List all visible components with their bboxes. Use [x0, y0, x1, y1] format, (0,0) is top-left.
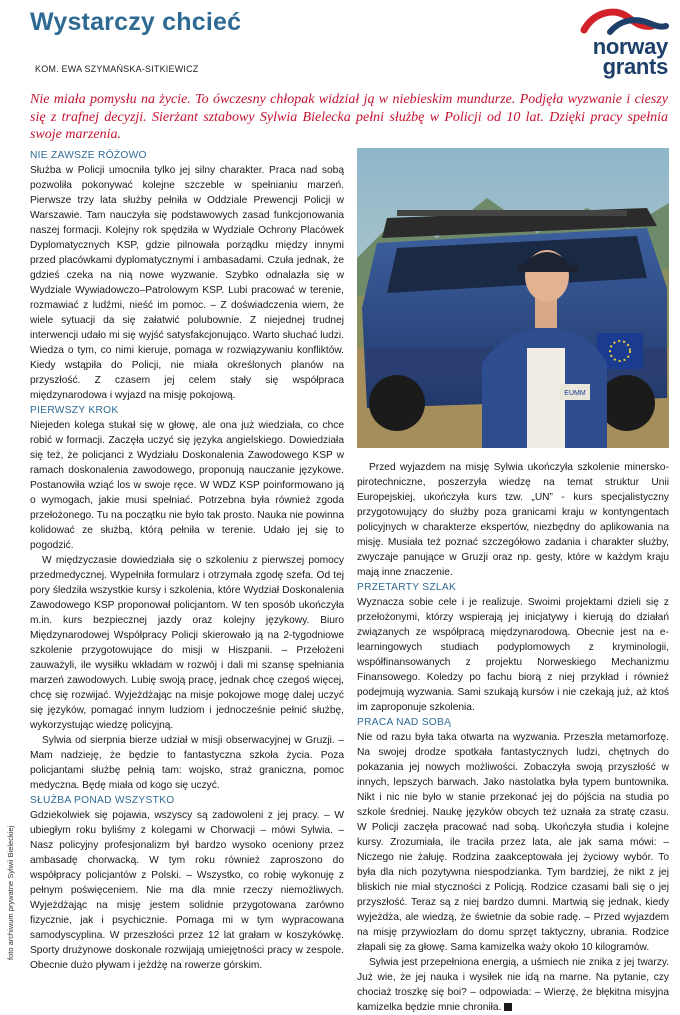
paragraph: Nie od razu była taka otwarta na wyzwania. Przeszła metamorfozę. Na swojej drodze spotkała fantastycznych ludzi, chętnych do pokazania jej nowych możliwości. Zobaczyła swoją przyszłość w innych, lepszych barwach. Jako nastolatka była typem buntownika. Nikt i nic nie było w stanie przekonać jej do pójścia na studia po szkole średniej. Naukę języków obcych też uznała za stratę czasu. W Policji zaczęła pracować nad sobą. Ukończyła studia i kolejne kursy. Zrozumiała, ile traciła przez lata, ale jak sama mówi: – Niczego nie żałuję. Rodzina zaakceptowała jej życiowy wybór. To była dla nich pozytywna niespodzianka. Tym bardziej, że nikt z jej bliskich nie miał styczności z Policją. Rodzice czasami bali się o jej przyszłość. Teraz są z niej bardzo dumni. Martwią się jednak, kiedy wyjeżdża, ale wiedzą, że świetnie da sobie radę. – Przed wyjazdem na misję przywiozłam do domu sprzęt taktyczny, ubrania. Rodzice złapali się za głowę. Sama kamizelka waży około 10 kilogramów. — [357, 732, 669, 953]
end-of-article-mark — [504, 1003, 512, 1011]
author-byline: KOM. EWA SZYMAŃSKA-SITKIEWICZ — [35, 64, 199, 74]
paragraph: Przed wyjazdem na misję Sylwia ukończyła szkolenie minersko-pirotechniczne, poszerzyła wiedzę na temat struktur Unii Europejskiej, ukończyła kurs tzw. „UN” - kurs specjalistyczny przygotowujący do służby poza granicami kraju w kontyngentach policyjnych w charakterze ekspertów, niezbędny do aplikowania na misję. Musiała też poznać szczegółowo zadania i charakter służby, zwyczaje panujące w Gruzji oraz np. gesty, które w każdym kraju mają inne znaczenie. — [357, 462, 669, 578]
right-column — [357, 460, 669, 1015]
subheading: PIERWSZY KROK — [30, 405, 119, 416]
left-column — [30, 148, 344, 973]
norway-grants-logo — [568, 6, 670, 82]
subheading: SŁUŻBA PONAD WSZYSTKO — [30, 795, 175, 806]
subheading: PRACA NAD SOBĄ — [357, 717, 452, 728]
paragraph — [357, 955, 669, 1015]
paragraph: Sylwia od sierpnia bierze udział w misji obserwacyjnej w Gruzji. – Mam nadzieję, że będzie to fantastyczna szkoła życia. Poza policjantami służbę pełnią tam: wojsko, straż graniczna, pomoc medyczna. Będę miała od kogo się uczyć. — [30, 735, 344, 791]
vest-patch-text: EUMM — [564, 390, 586, 397]
subheading: NIE ZAWSZE RÓŻOWO — [30, 150, 147, 161]
subheading: PRZETARTY SZLAK — [357, 582, 457, 593]
logo-text-grants: grants — [602, 54, 668, 79]
page-title: Wystarczy chcieć — [30, 8, 242, 36]
lead-paragraph: Nie miała pomysłu na życie. To ówczesny chłopak widział ją w niebieskim mundurze. Podjęła wyzwanie i cieszy się z trafnej decyzji. Sierżant sztabowy Sylwia Bielecka pełni służbę w Policji od 10 lat. Dzięki pracy spełnia swoje marzenia. — [30, 92, 668, 142]
paragraph: Gdziekolwiek się pojawia, wszyscy są zadowoleni z jej pracy. – W ubiegłym roku byliśmy z kolegami w Chorwacji – mówi Sylwia. – Nasz policyjny profesjonalizm był bardzo wysoko oceniony przez ambasadę chorwacką. W tym roku również zaproszono do współpracy policjantów z Polski. – Wszystko, co robię wykonuję z pełnym poświęceniem. Nie ma dla mnie rzeczy niemożliwych. Wyjeżdżając na misję jestem solidnie przygotowana zarówno fizycznie, jak i psychicznie. Pomaga mi w tym wypracowana samodyscyplina. W przeszłości przez 12 lat grałam w koszykówkę. Sporty drużynowe doskonale rozwijają umiejętności pracy w zespole. Obecnie dużo pływam i jeżdżę na rowerze górskim. — [30, 810, 344, 971]
photo-illustration — [357, 148, 669, 448]
logo-text-norway: norway — [592, 34, 668, 59]
paragraph: Służba w Policji umocniła tylko jej silny charakter. Praca nad sobą pozwoliła pokonywać kolejne szczeble w spełnianiu marzeń. Pierwsze trzy lata służby pełniła w Oddziale Prewencji Policji w Warszawie. Tam nauczyła się podstawowych zasad funkcjonowania naszej formacji. Kolejny rok spędziła w Wydziale Ochrony Placówek Dyplomatycznych KSP, gdzie pilnowała porządku między innymi przed placówkami dyplomatycznymi i ambasadami. Czuła jednak, że gdzieś czeka na nią nowe wyzwanie. Szybko odnalazła się w Wydziale Wywiadowczo–Patrolowym KSP. Lubi pracować w terenie, rozmawiać z ludźmi, nieść im pomoc. – Z doświadczenia wiem, że wiele sytuacji da się załatwić polubownie. Z niejednej trudnej interwencji udało mi się wyjść satysfakcjonująco. Warto słuchać ludzi. Wiedza o tym, co nimi kieruje, pomaga w rozwiązywaniu konfliktów. Kiedy wstąpiła do Policji, nie miała określonych planów na przyszłość. Z czasem jej celem stały się współpraca międzynarodowa i wyjazd na misję pokojową. — [30, 165, 344, 401]
article-photo — [357, 148, 669, 448]
paragraph: Niejeden kolega stukał się w głowę, ale ona już wiedziała, co chce robić w formacji. Zaczęła uczyć się języka angielskiego. Dowiedziała się też, że policjanci z Wydziału Doskonalenia Zawodowego KSP w ramach doskonalenia zawodowego, proponują nauczanie językowe. Postanowiła wziąć los w swoje ręce. W WDZ KSP poinformowano ją o wymogach, jakie musi spełniać. Potrzebna była również zgoda przełożonego. Tu na początku nie było tak prosto. Nauka nie powinna kolidować ze służbą, którą pełniła w terenie. Udało jej się to pogodzić. — [30, 420, 344, 551]
photo-credit: foto archiwum prywatne Sylwii Bieleckiej — [6, 825, 15, 960]
paragraph: W międzyczasie dowiedziała się o szkoleniu z pierwszej pomocy przedmedycznej. Wypełniła formularz i otrzymała zgodę szefa. Od tej pory śledziła wszystkie kursy i szkolenia, które Wydział Doskonalenia Zawodowego KSP proponował policjantom. W ten sposób ukończyła m.in. kurs bezpiecznej jazdy oraz kolejny językowy. Biuro Międzynarodowej Współpracy Policji skierowało ją na 2-tygodniowe szkolenie przygotowujące do misji w Hiszpanii. – Przełożeni zauważyli, ile wysiłku wkładam w rozwój i dali mi szansę spełniania marzeń zawodowych. Lubię swoją pracę, jednak chcę czegoś więcej, chcę się rozwijać. Wyjeżdżając na misje pokojowe mogę dalej uczyć się języków, pomagać innym ludziom i jednocześnie pełnić służbę, wykorzystując wiedzę policyjną. — [30, 555, 344, 731]
paragraph-text: Sylwia jest przepełniona energią, a uśmiech nie znika z jej twarzy. Już wie, że jej nauka i wysiłek nie idą na marne. Na pytanie, czy chociaż troszkę się boi? – odpowiada: – Wierzę, że błękitna misyjna kamizelka będzie mnie chroniła. — [357, 957, 669, 1013]
paragraph: Wyznacza sobie cele i je realizuje. Swoimi projektami dzieli się z przełożonymi, którzy wspierają jej inicjatywy i kierują do działań związanych ze współpracą międzynarodową. Obecnie jest na e-learningowych studiach podyplomowych z kryminologii, współfinansowanych z projektu Norweskiego Mechanizmu Finansowego. Koledzy po fachu biorą z niej przykład i również podejmują wyzwania. Sami szukają kursów i nie czekają już, aż ktoś im zaproponuje szkolenia. — [357, 597, 669, 713]
